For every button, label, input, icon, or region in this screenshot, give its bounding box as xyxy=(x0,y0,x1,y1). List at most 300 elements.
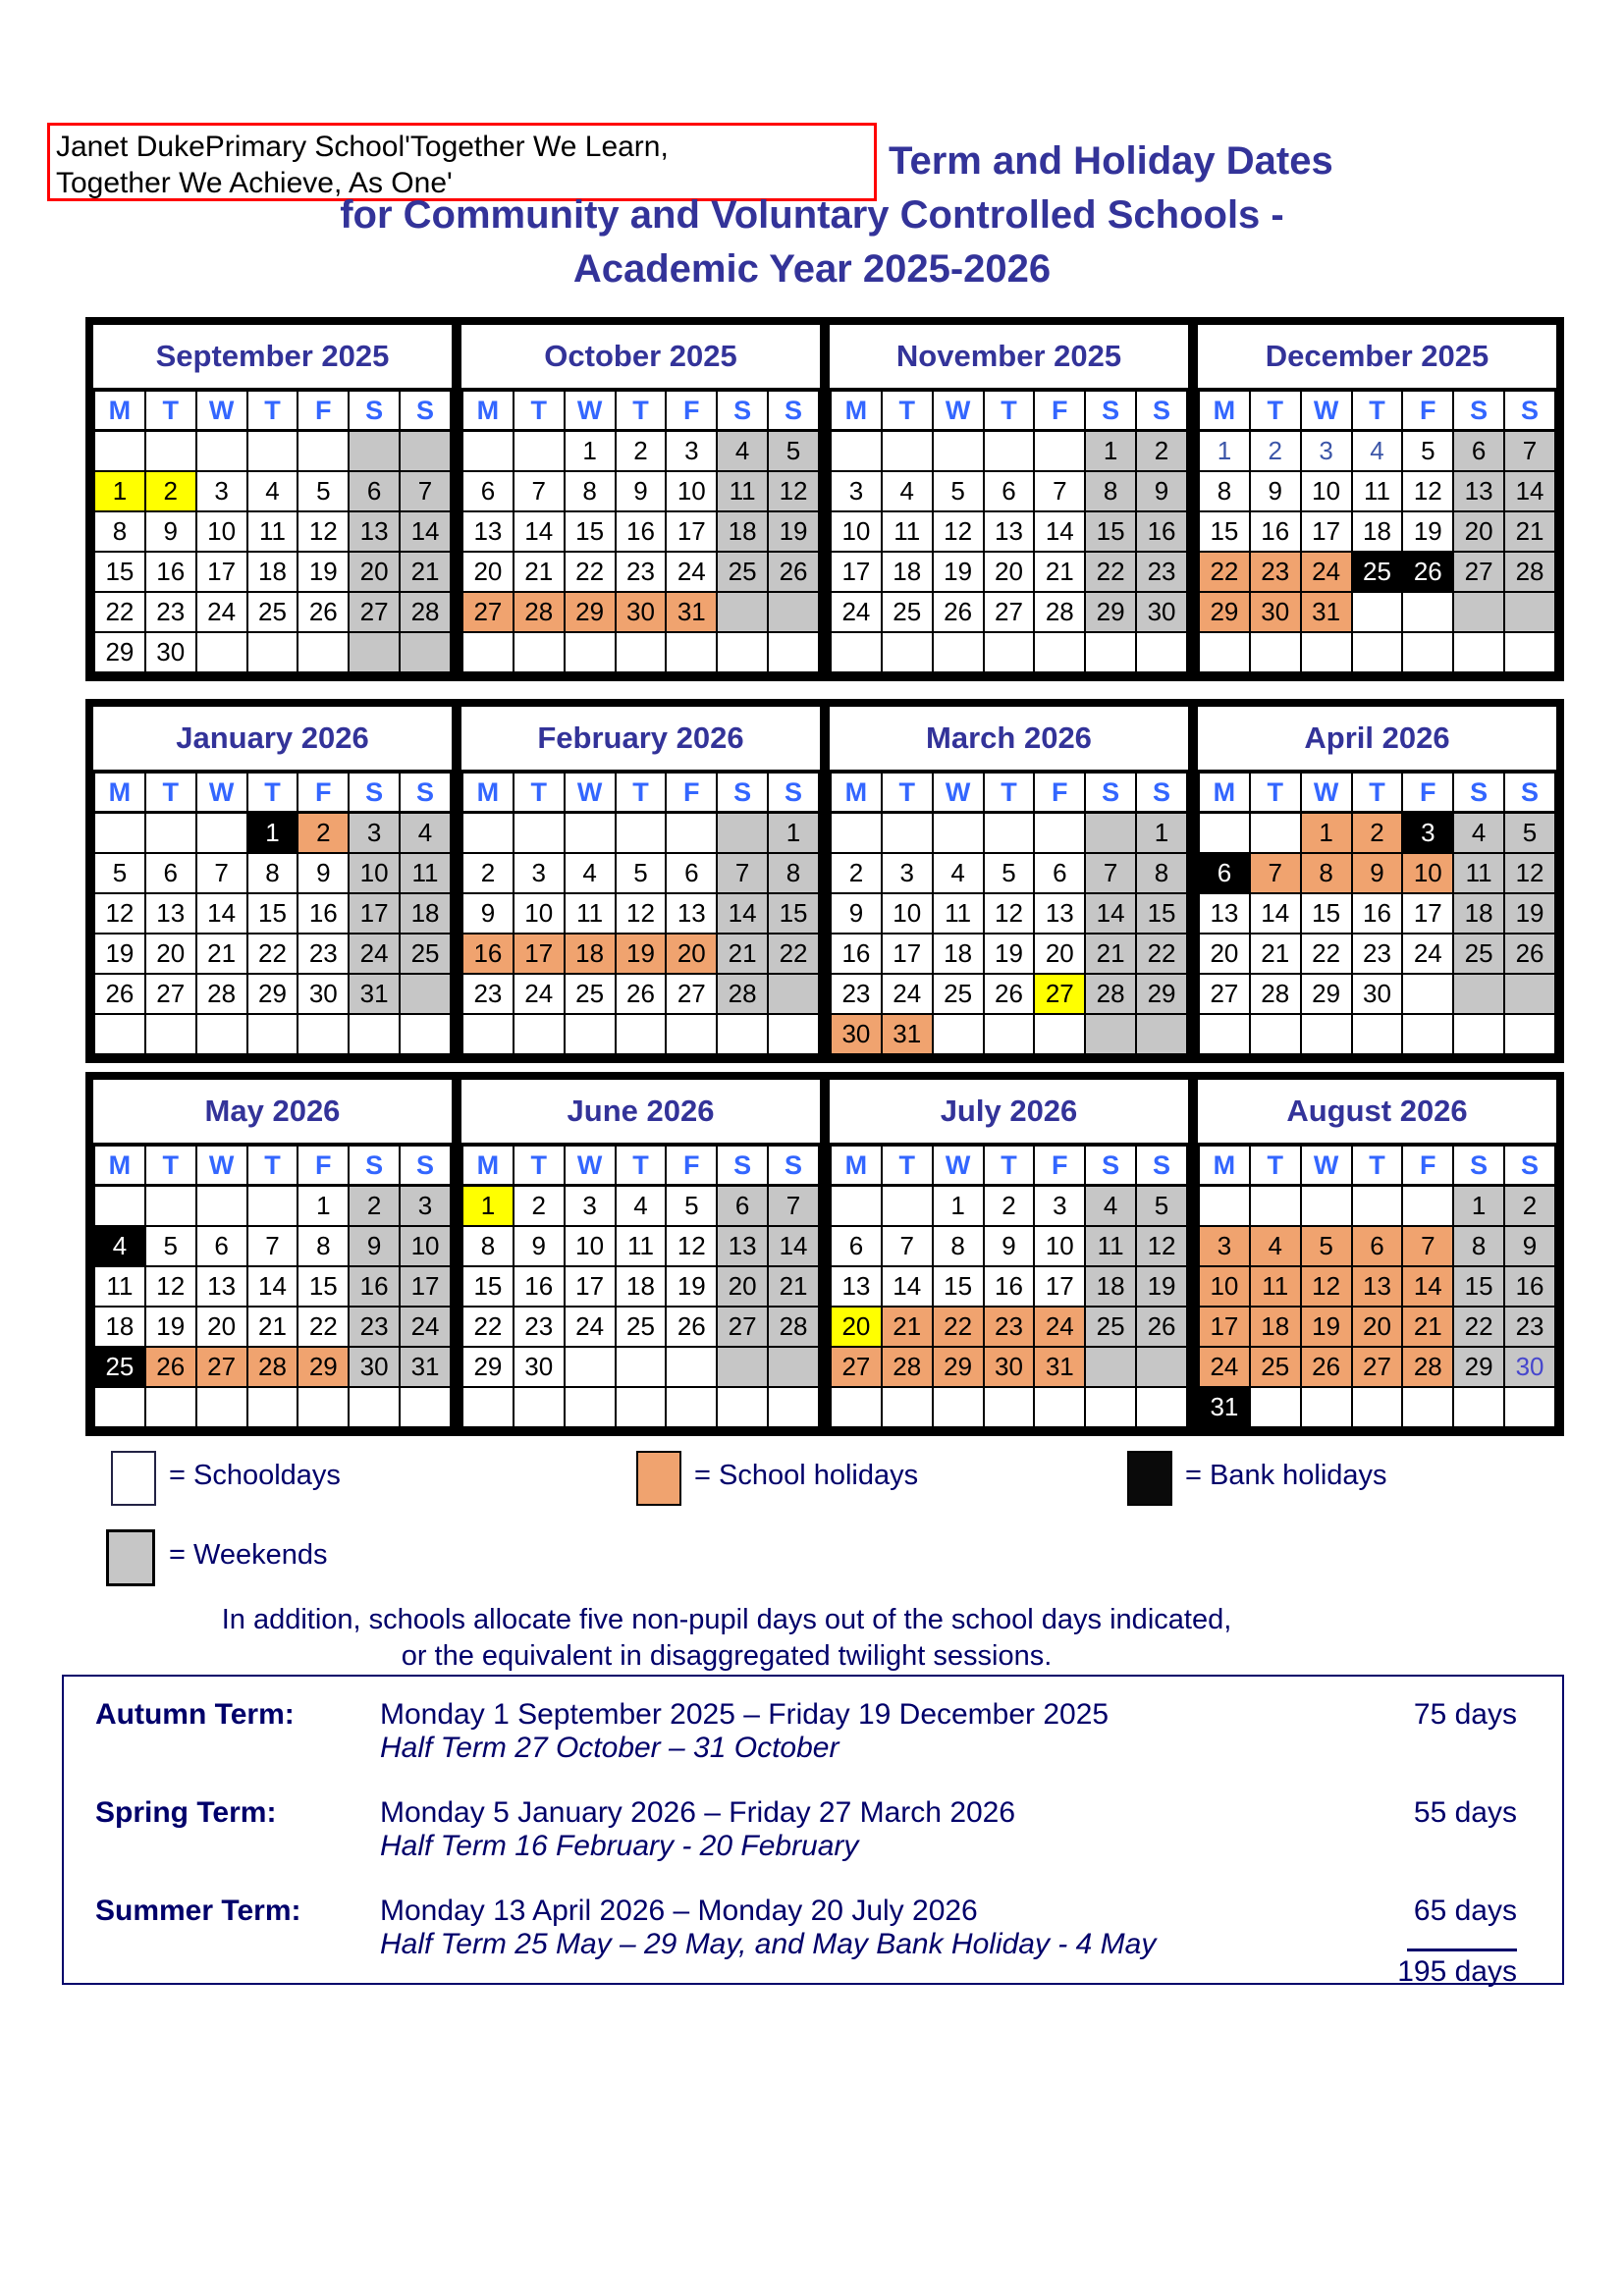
day-cell: 16 xyxy=(1136,511,1187,552)
day-of-week-header: F xyxy=(666,391,717,431)
empty-cell xyxy=(349,632,400,672)
empty-cell xyxy=(247,632,298,672)
day-cell: 13 xyxy=(666,893,717,934)
day-cell: 31 xyxy=(882,1014,933,1054)
day-cell: 14 xyxy=(1504,471,1555,511)
empty-cell xyxy=(462,813,514,854)
day-of-week-header: T xyxy=(882,1146,933,1186)
empty-cell xyxy=(400,632,451,672)
week-row xyxy=(462,813,819,854)
empty-cell xyxy=(666,632,717,672)
day-cell: 6 xyxy=(349,471,400,511)
day-cell: 6 xyxy=(717,1186,768,1227)
week-row xyxy=(462,853,819,893)
empty-cell xyxy=(1034,431,1085,472)
day-cell: 8 xyxy=(1085,471,1136,511)
day-cell: 18 xyxy=(1453,893,1504,934)
day-cell: 9 xyxy=(1136,471,1187,511)
empty-cell xyxy=(94,1186,145,1227)
week-row xyxy=(94,1387,451,1427)
empty-cell xyxy=(882,431,933,472)
day-of-week-header: F xyxy=(1034,1146,1085,1186)
empty-cell xyxy=(1504,592,1555,632)
week-row xyxy=(831,552,1187,592)
summer-term-label: Summer Term: xyxy=(95,1895,301,1927)
day-cell: 25 xyxy=(94,1347,145,1387)
day-cell: 13 xyxy=(831,1266,882,1307)
day-cell: 12 xyxy=(984,893,1035,934)
empty-cell xyxy=(984,1014,1035,1054)
day-cell: 21 xyxy=(514,552,565,592)
day-of-week-header-row xyxy=(1199,773,1555,813)
day-cell: 6 xyxy=(1034,853,1085,893)
page-title-line2: for Community and Voluntary Controlled Schools - xyxy=(340,193,1284,237)
day-cell: 20 xyxy=(1199,934,1250,974)
day-cell: 2 xyxy=(1504,1186,1555,1227)
day-of-week-header: S xyxy=(768,773,819,813)
day-cell: 31 xyxy=(1199,1387,1250,1427)
month-july-2026 xyxy=(825,1075,1193,1433)
autumn-term-label: Autumn Term: xyxy=(95,1698,295,1731)
month-title: February 2026 xyxy=(461,707,820,772)
day-of-week-header: W xyxy=(1301,391,1352,431)
day-cell: 14 xyxy=(1085,893,1136,934)
empty-cell xyxy=(1402,1186,1453,1227)
day-cell: 3 xyxy=(196,471,247,511)
day-cell: 26 xyxy=(666,1307,717,1347)
day-cell: 22 xyxy=(247,934,298,974)
empty-cell xyxy=(616,1347,667,1387)
month-grid xyxy=(93,1145,452,1428)
day-cell: 22 xyxy=(1136,934,1187,974)
day-of-week-header: M xyxy=(831,1146,882,1186)
week-row xyxy=(462,511,819,552)
week-row xyxy=(94,592,451,632)
week-row xyxy=(94,1014,451,1054)
day-of-week-header: S xyxy=(349,1146,400,1186)
empty-cell xyxy=(247,1387,298,1427)
day-cell: 30 xyxy=(1136,592,1187,632)
day-cell: 17 xyxy=(565,1266,616,1307)
day-cell: 24 xyxy=(1034,1307,1085,1347)
day-cell: 27 xyxy=(1352,1347,1403,1387)
day-cell: 24 xyxy=(565,1307,616,1347)
empty-cell xyxy=(717,632,768,672)
day-cell: 11 xyxy=(94,1266,145,1307)
day-cell: 16 xyxy=(984,1266,1035,1307)
day-cell: 24 xyxy=(666,552,717,592)
week-row xyxy=(831,1266,1187,1307)
empty-cell xyxy=(1453,592,1504,632)
day-of-week-header: T xyxy=(984,773,1035,813)
day-cell: 28 xyxy=(1034,592,1085,632)
day-cell: 28 xyxy=(1085,974,1136,1014)
day-cell: 15 xyxy=(1136,893,1187,934)
empty-cell xyxy=(1136,1014,1187,1054)
empty-cell xyxy=(400,1014,451,1054)
empty-cell xyxy=(1352,1387,1403,1427)
day-cell: 2 xyxy=(462,853,514,893)
day-cell: 5 xyxy=(666,1186,717,1227)
day-cell: 21 xyxy=(400,552,451,592)
day-cell: 23 xyxy=(298,934,349,974)
day-cell: 16 xyxy=(1504,1266,1555,1307)
day-cell: 12 xyxy=(1402,471,1453,511)
week-row xyxy=(1199,974,1555,1014)
day-cell: 6 xyxy=(984,471,1035,511)
day-cell: 23 xyxy=(1504,1307,1555,1347)
empty-cell xyxy=(514,431,565,472)
day-cell: 4 xyxy=(1352,431,1403,472)
day-cell: 17 xyxy=(1199,1307,1250,1347)
empty-cell xyxy=(298,1387,349,1427)
day-cell: 6 xyxy=(462,471,514,511)
week-row xyxy=(94,471,451,511)
day-cell: 10 xyxy=(514,893,565,934)
empty-cell xyxy=(514,1387,565,1427)
day-cell: 14 xyxy=(514,511,565,552)
day-cell: 14 xyxy=(1402,1266,1453,1307)
day-cell: 23 xyxy=(1250,552,1301,592)
month-may-2026 xyxy=(88,1075,457,1433)
month-february-2026 xyxy=(457,702,825,1060)
empty-cell xyxy=(933,1014,984,1054)
day-cell: 14 xyxy=(768,1226,819,1266)
day-of-week-header: M xyxy=(831,773,882,813)
day-cell: 21 xyxy=(1250,934,1301,974)
day-cell: 16 xyxy=(831,934,882,974)
day-of-week-header: T xyxy=(514,391,565,431)
day-cell: 24 xyxy=(1199,1347,1250,1387)
day-of-week-header: M xyxy=(1199,391,1250,431)
month-grid xyxy=(461,772,820,1055)
day-cell: 4 xyxy=(1250,1226,1301,1266)
day-cell: 18 xyxy=(882,552,933,592)
empty-cell xyxy=(196,632,247,672)
school-name-line1: Janet DukePrimary School'Together We Learn, xyxy=(56,131,669,163)
day-cell: 15 xyxy=(1199,511,1250,552)
week-row xyxy=(94,853,451,893)
empty-cell xyxy=(768,1347,819,1387)
day-of-week-header-row xyxy=(831,391,1187,431)
empty-cell xyxy=(882,1387,933,1427)
day-cell: 23 xyxy=(984,1307,1035,1347)
empty-cell xyxy=(462,632,514,672)
day-of-week-header-row xyxy=(94,1146,451,1186)
day-cell: 3 xyxy=(400,1186,451,1227)
day-cell: 21 xyxy=(1034,552,1085,592)
day-cell: 18 xyxy=(933,934,984,974)
day-cell: 22 xyxy=(1301,934,1352,974)
day-of-week-header: F xyxy=(666,1146,717,1186)
empty-cell xyxy=(1352,632,1403,672)
day-cell: 12 xyxy=(94,893,145,934)
day-cell: 1 xyxy=(94,471,145,511)
empty-cell xyxy=(1504,632,1555,672)
week-row xyxy=(94,1186,451,1227)
empty-cell xyxy=(1453,1387,1504,1427)
day-cell: 26 xyxy=(145,1347,196,1387)
empty-cell xyxy=(768,1014,819,1054)
day-cell: 5 xyxy=(616,853,667,893)
week-row xyxy=(831,1387,1187,1427)
day-cell: 19 xyxy=(1136,1266,1187,1307)
calendar-row-may-aug xyxy=(85,1072,1564,1436)
day-cell: 9 xyxy=(831,893,882,934)
day-cell: 5 xyxy=(1301,1226,1352,1266)
day-cell: 25 xyxy=(565,974,616,1014)
day-cell: 14 xyxy=(882,1266,933,1307)
day-cell: 17 xyxy=(666,511,717,552)
day-cell: 15 xyxy=(1301,893,1352,934)
day-of-week-header: S xyxy=(768,1146,819,1186)
empty-cell xyxy=(94,1387,145,1427)
day-cell: 19 xyxy=(94,934,145,974)
day-of-week-header: T xyxy=(514,1146,565,1186)
day-cell: 30 xyxy=(1504,1347,1555,1387)
month-march-2026 xyxy=(825,702,1193,1060)
day-of-week-header: T xyxy=(984,391,1035,431)
week-row xyxy=(462,1014,819,1054)
empty-cell xyxy=(94,431,145,472)
day-of-week-header: T xyxy=(145,773,196,813)
empty-cell xyxy=(145,813,196,854)
day-cell: 13 xyxy=(196,1266,247,1307)
empty-cell xyxy=(349,431,400,472)
week-row xyxy=(462,1347,819,1387)
day-cell: 19 xyxy=(666,1266,717,1307)
empty-cell xyxy=(565,1347,616,1387)
day-cell: 16 xyxy=(1352,893,1403,934)
day-cell: 10 xyxy=(1034,1226,1085,1266)
week-row xyxy=(462,552,819,592)
empty-cell xyxy=(1453,632,1504,672)
day-cell: 18 xyxy=(616,1266,667,1307)
day-cell: 2 xyxy=(616,431,667,472)
empty-cell xyxy=(514,1014,565,1054)
day-of-week-header: S xyxy=(349,773,400,813)
day-cell: 8 xyxy=(1301,853,1352,893)
day-cell: 29 xyxy=(462,1347,514,1387)
empty-cell xyxy=(1402,632,1453,672)
month-august-2026 xyxy=(1193,1075,1561,1433)
day-cell: 27 xyxy=(196,1347,247,1387)
day-cell: 8 xyxy=(768,853,819,893)
day-cell: 30 xyxy=(984,1347,1035,1387)
empty-cell xyxy=(462,431,514,472)
day-of-week-header: S xyxy=(717,773,768,813)
day-of-week-header: T xyxy=(247,773,298,813)
day-cell: 26 xyxy=(94,974,145,1014)
empty-cell xyxy=(1250,1186,1301,1227)
month-title: April 2026 xyxy=(1198,707,1556,772)
day-cell: 19 xyxy=(145,1307,196,1347)
day-cell: 14 xyxy=(1034,511,1085,552)
day-cell: 31 xyxy=(1301,592,1352,632)
week-row xyxy=(462,632,819,672)
day-of-week-header-row xyxy=(1199,391,1555,431)
day-of-week-header-row xyxy=(462,391,819,431)
day-cell: 24 xyxy=(349,934,400,974)
empty-cell xyxy=(984,1387,1035,1427)
day-of-week-header: M xyxy=(831,391,882,431)
day-of-week-header: S xyxy=(400,1146,451,1186)
day-cell: 29 xyxy=(933,1347,984,1387)
day-cell: 21 xyxy=(717,934,768,974)
day-cell: 17 xyxy=(349,893,400,934)
week-row xyxy=(1199,1347,1555,1387)
summer-half-term: Half Term 25 May – 29 May, and May Bank Holiday - 4 May xyxy=(380,1928,1157,1960)
empty-cell xyxy=(1301,1014,1352,1054)
empty-cell xyxy=(565,632,616,672)
day-cell: 6 xyxy=(831,1226,882,1266)
day-cell: 8 xyxy=(565,471,616,511)
empty-cell xyxy=(565,813,616,854)
day-cell: 21 xyxy=(247,1307,298,1347)
legend-label-schooldays: = Schooldays xyxy=(169,1460,341,1491)
empty-cell xyxy=(1034,632,1085,672)
day-cell: 24 xyxy=(882,974,933,1014)
week-row xyxy=(462,934,819,974)
day-of-week-header-row xyxy=(94,391,451,431)
day-cell: 26 xyxy=(616,974,667,1014)
legend-swatch-weekends xyxy=(106,1529,155,1586)
day-cell: 25 xyxy=(400,934,451,974)
day-cell: 22 xyxy=(94,592,145,632)
day-cell: 28 xyxy=(196,974,247,1014)
day-cell: 5 xyxy=(984,853,1035,893)
day-cell: 12 xyxy=(1136,1226,1187,1266)
day-cell: 24 xyxy=(400,1307,451,1347)
empty-cell xyxy=(616,1014,667,1054)
month-grid xyxy=(93,390,452,673)
day-cell: 30 xyxy=(349,1347,400,1387)
month-title: January 2026 xyxy=(93,707,452,772)
day-cell: 29 xyxy=(1453,1347,1504,1387)
empty-cell xyxy=(145,1387,196,1427)
day-of-week-header: S xyxy=(349,391,400,431)
empty-cell xyxy=(247,431,298,472)
day-cell: 2 xyxy=(349,1186,400,1227)
page-title-line3: Academic Year 2025-2026 xyxy=(572,247,1052,291)
day-cell: 29 xyxy=(1199,592,1250,632)
day-cell: 19 xyxy=(984,934,1035,974)
spring-term-days: 55 days xyxy=(1413,1796,1517,1829)
day-cell: 5 xyxy=(1504,813,1555,854)
day-cell: 21 xyxy=(1085,934,1136,974)
day-cell: 13 xyxy=(1352,1266,1403,1307)
day-cell: 2 xyxy=(1250,431,1301,472)
week-row xyxy=(1199,1186,1555,1227)
week-row xyxy=(831,1307,1187,1347)
day-cell: 1 xyxy=(1136,813,1187,854)
week-row xyxy=(94,813,451,854)
day-of-week-header: S xyxy=(1453,1146,1504,1186)
day-cell: 10 xyxy=(831,511,882,552)
day-cell: 13 xyxy=(717,1226,768,1266)
month-title: August 2026 xyxy=(1198,1080,1556,1145)
week-row xyxy=(1199,1226,1555,1266)
day-cell: 17 xyxy=(882,934,933,974)
empty-cell xyxy=(831,632,882,672)
day-cell: 25 xyxy=(933,974,984,1014)
day-cell: 14 xyxy=(247,1266,298,1307)
legend-label-bank-holidays: = Bank holidays xyxy=(1185,1460,1387,1491)
month-grid xyxy=(830,772,1188,1055)
day-cell: 25 xyxy=(247,592,298,632)
day-cell: 1 xyxy=(1453,1186,1504,1227)
week-row xyxy=(1199,431,1555,472)
week-row xyxy=(94,511,451,552)
week-row xyxy=(1199,1307,1555,1347)
empty-cell xyxy=(1199,1186,1250,1227)
day-of-week-header: W xyxy=(1301,1146,1352,1186)
day-cell: 3 xyxy=(514,853,565,893)
empty-cell xyxy=(196,813,247,854)
day-cell: 15 xyxy=(1085,511,1136,552)
day-cell: 15 xyxy=(298,1266,349,1307)
day-of-week-header: F xyxy=(298,391,349,431)
day-of-week-header: T xyxy=(1250,1146,1301,1186)
day-cell: 26 xyxy=(1504,934,1555,974)
day-of-week-header: F xyxy=(1402,391,1453,431)
day-cell: 7 xyxy=(1085,853,1136,893)
total-days-rule xyxy=(1407,1949,1517,1951)
day-of-week-header: F xyxy=(298,1146,349,1186)
week-row xyxy=(462,1307,819,1347)
week-row xyxy=(94,974,451,1014)
day-cell: 4 xyxy=(882,471,933,511)
day-cell: 24 xyxy=(831,592,882,632)
day-cell: 1 xyxy=(768,813,819,854)
empty-cell xyxy=(1085,1014,1136,1054)
day-cell: 20 xyxy=(666,934,717,974)
empty-cell xyxy=(717,1387,768,1427)
week-row xyxy=(1199,592,1555,632)
empty-cell xyxy=(984,431,1035,472)
empty-cell xyxy=(1250,813,1301,854)
empty-cell xyxy=(247,1014,298,1054)
day-of-week-header: S xyxy=(1504,773,1555,813)
day-cell: 10 xyxy=(1199,1266,1250,1307)
week-row xyxy=(831,1014,1187,1054)
week-row xyxy=(1199,893,1555,934)
month-title: May 2026 xyxy=(93,1080,452,1145)
day-cell: 14 xyxy=(1250,893,1301,934)
day-of-week-header: S xyxy=(1504,1146,1555,1186)
month-grid xyxy=(1198,390,1556,673)
day-of-week-header: T xyxy=(514,773,565,813)
day-cell: 24 xyxy=(514,974,565,1014)
day-of-week-header: S xyxy=(400,391,451,431)
day-cell: 28 xyxy=(1250,974,1301,1014)
day-of-week-header: W xyxy=(565,391,616,431)
day-cell: 5 xyxy=(933,471,984,511)
day-cell: 10 xyxy=(666,471,717,511)
day-of-week-header: W xyxy=(565,773,616,813)
empty-cell xyxy=(196,1387,247,1427)
empty-cell xyxy=(196,1186,247,1227)
day-cell: 8 xyxy=(462,1226,514,1266)
day-of-week-header-row xyxy=(462,773,819,813)
day-cell: 3 xyxy=(1402,813,1453,854)
week-row xyxy=(1199,511,1555,552)
day-cell: 15 xyxy=(462,1266,514,1307)
day-cell: 20 xyxy=(831,1307,882,1347)
day-cell: 25 xyxy=(1250,1347,1301,1387)
day-cell: 13 xyxy=(1034,893,1085,934)
week-row xyxy=(831,1347,1187,1387)
